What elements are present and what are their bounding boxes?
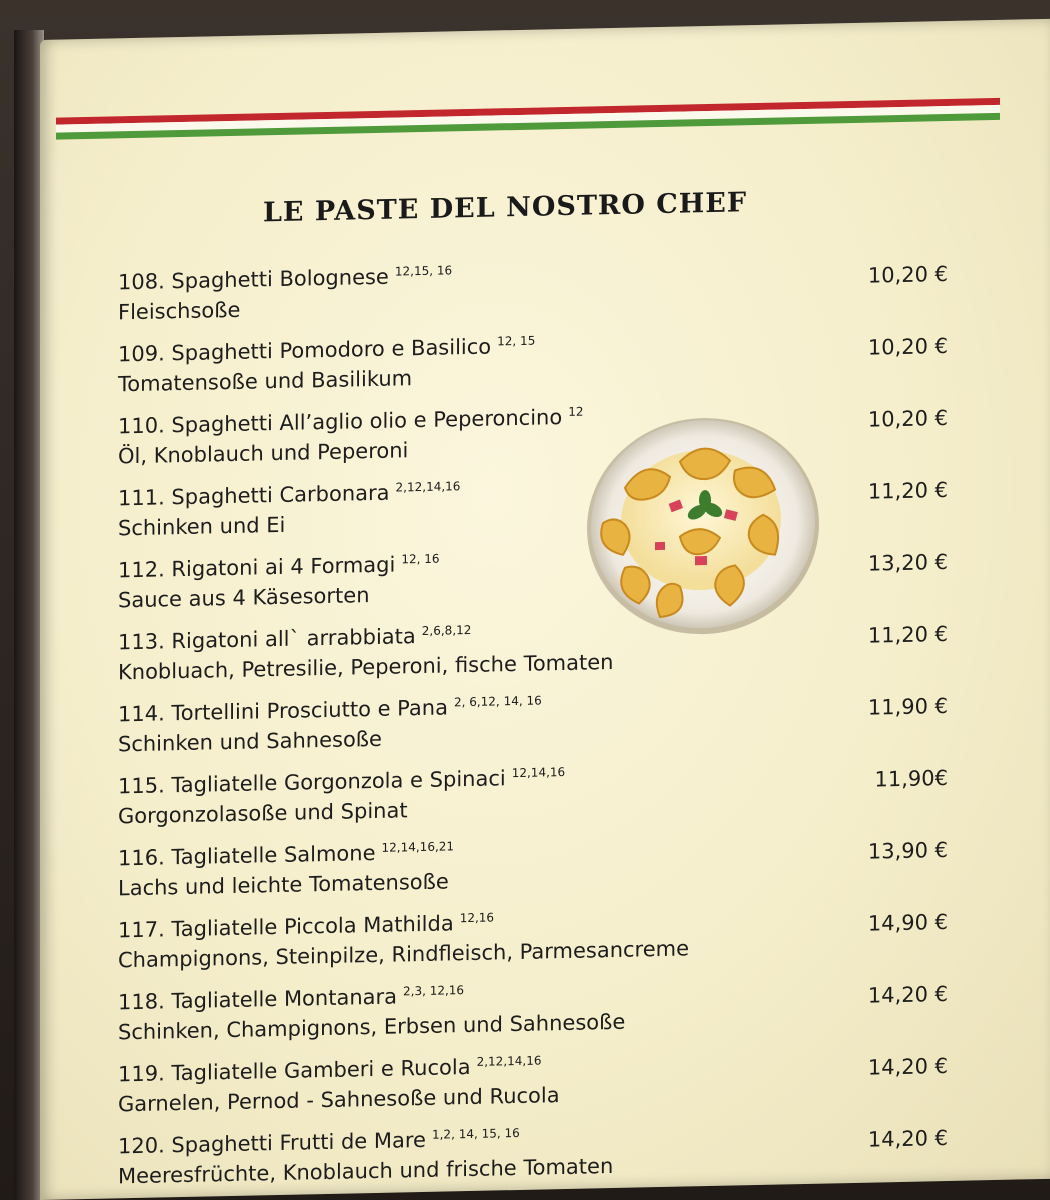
menu-item-name: 115. Tagliatelle Gorgonzola e Spinaci — [118, 766, 506, 799]
menu-item-name: 119. Tagliatelle Gamberi e Rucola — [118, 1054, 471, 1087]
menu-item-name: 118. Tagliatelle Montanara — [118, 984, 397, 1015]
menu-item-description: Öl, Knoblauch und Peperoni — [118, 438, 409, 469]
menu-item-price: 11,20 € — [867, 477, 948, 504]
menu-item-price: 11,90€ — [874, 765, 948, 792]
menu-item-allergens: 1,2, 14, 15, 16 — [431, 1125, 520, 1142]
menu-item-description: Meeresfrüchte, Knoblauch und frische Tomaten — [118, 1153, 614, 1189]
menu-title: LE PASTE DEL NOSTRO CHEF — [262, 187, 748, 229]
menu-item-description: Schinken und Ei — [118, 512, 286, 541]
menu-item-description: Tomatensoße und Basilikum — [118, 366, 413, 397]
menu-item-allergens: 12, 16 — [401, 551, 440, 567]
menu-item-description: Fleischsoße — [118, 297, 241, 325]
menu-item-name: 110. Spaghetti All’aglio olio e Peperoncino — [118, 405, 563, 439]
menu-item-price: 10,20 € — [867, 405, 948, 432]
menu-item-price: 14,20 € — [867, 1125, 948, 1152]
menu-item-price: 11,90 € — [867, 693, 948, 720]
menu-item-name: 108. Spaghetti Bolognese — [118, 264, 389, 295]
menu-item-allergens: 12 — [568, 404, 584, 419]
menu-item-price: 10,20 € — [867, 333, 948, 360]
menu-item-allergens: 2,3, 12,16 — [403, 983, 465, 999]
menu-item-description: Sauce aus 4 Käsesorten — [118, 583, 370, 613]
menu-item-name: 120. Spaghetti Frutti de Mare — [118, 1127, 426, 1159]
menu-item-name: 114. Tortellini Prosciutto e Pana — [118, 695, 448, 727]
menu-item-name: 116. Tagliatelle Salmone — [118, 840, 376, 871]
menu-item-description: Garnelen, Pernod - Sahnesoße und Rucola — [118, 1083, 560, 1117]
menu-item-allergens: 2,12,14,16 — [476, 1053, 542, 1069]
menu-item-price: 11,20 € — [867, 621, 948, 648]
menu-list — [118, 245, 948, 1198]
menu-item-price: 13,90 € — [867, 837, 948, 864]
italian-flag-stripe — [56, 98, 1000, 148]
menu-item-price: 10,20 € — [867, 261, 948, 288]
menu-item-price: 14,20 € — [867, 981, 948, 1008]
menu-item-description: Schinken, Champignons, Erbsen und Sahnesoße — [118, 1009, 626, 1045]
menu-item-allergens: 12,14,16,21 — [381, 839, 455, 855]
menu-item-name: 117. Tagliatelle Piccola Mathilda — [118, 911, 454, 943]
menu-item-price: 13,20 € — [867, 549, 948, 576]
menu-item-description: Knobluach, Petresilie, Peperoni, fische Tomaten — [118, 649, 614, 685]
tortellini-dish-photo — [585, 414, 821, 639]
menu-item-allergens: 12,14,16 — [511, 764, 566, 781]
menu-item-allergens: 12,16 — [459, 910, 495, 926]
menu-item-allergens: 2,6,8,12 — [421, 622, 472, 639]
menu-item-price: 14,90 € — [867, 909, 948, 936]
menu-item-name: 109. Spaghetti Pomodoro e Basilico — [118, 334, 492, 367]
menu-item-description: Lachs und leichte Tomatensoße — [118, 869, 449, 901]
menu-item-allergens: 12,15, 16 — [394, 263, 453, 279]
menu-item-name: 111. Spaghetti Carbonara — [118, 480, 390, 511]
menu-item-allergens: 2, 6,12, 14, 16 — [453, 693, 542, 710]
menu-item-name: 112. Rigatoni ai 4 Formagi — [118, 552, 396, 583]
menu-item-description: Gorgonzolasoße und Spinat — [118, 798, 408, 829]
menu-item-allergens: 2,12,14,16 — [395, 479, 461, 495]
menu-item-name: 113. Rigatoni all` arrabbiata — [118, 624, 416, 655]
menu-page — [40, 19, 1050, 1200]
menu-item-allergens: 12, 15 — [497, 333, 536, 349]
menu-item-description: Schinken und Sahnesoße — [118, 726, 382, 757]
menu-item-price: 14,20 € — [867, 1053, 948, 1080]
menu-item-description: Champignons, Steinpilze, Rindfleisch, Parmesancreme — [118, 936, 690, 973]
